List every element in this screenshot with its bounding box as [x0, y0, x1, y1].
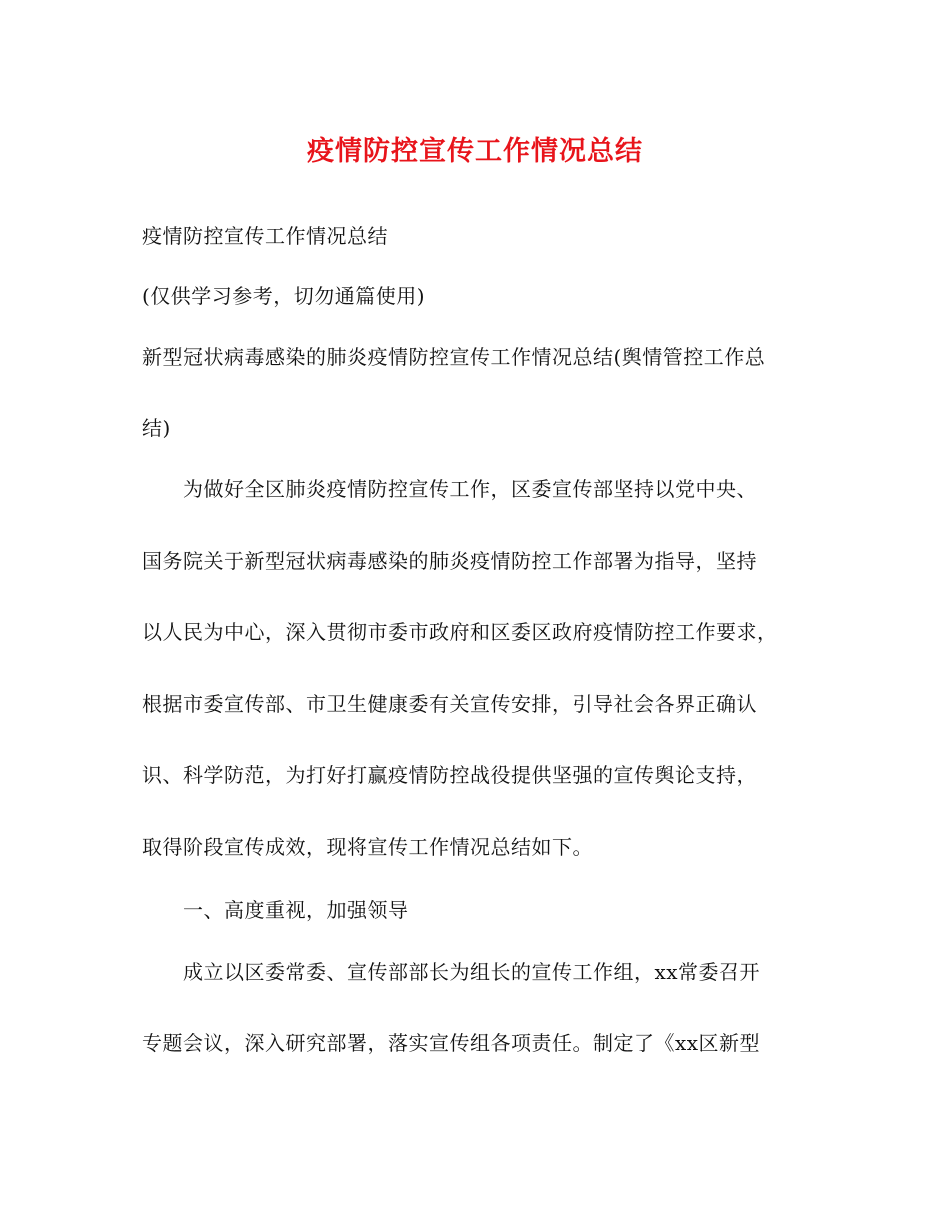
paragraph-line: 国务院关于新型冠状病毒感染的肺炎疫情防控工作部署为指导，坚持 — [142, 549, 757, 573]
paragraph-line: 识、科学防范，为打好打赢疫情防控战役提供坚强的宣传舆论支持， — [142, 763, 757, 787]
section-heading: 一、高度重视，加强领导 — [183, 898, 409, 922]
paragraph-line: 以人民为中心，深入贯彻市委市政府和区委区政府疫情防控工作要求， — [142, 620, 778, 644]
heading-line-1: 新型冠状病毒感染的肺炎疫情防控宣传工作情况总结(舆情管控工作总 — [142, 345, 766, 369]
disclaimer-line: (仅供学习参考，切勿通篇使用) — [142, 284, 426, 308]
paragraph-line: 为做好全区肺炎疫情防控宣传工作，区委宣传部坚持以党中央、 — [183, 477, 757, 501]
paragraph-line: 成立以区委常委、宣传部部长为组长的宣传工作组，xx常委召开 — [183, 960, 761, 984]
paragraph-line: 根据市委宣传部、市卫生健康委有关宣传安排，引导社会各界正确认 — [142, 692, 757, 716]
paragraph-line: 专题会议，深入研究部署，落实宣传组各项责任。制定了《xx区新型 — [142, 1031, 761, 1055]
heading-line-2: 结) — [142, 416, 171, 440]
paragraph-line: 取得阶段宣传成效，现将宣传工作情况总结如下。 — [142, 835, 593, 859]
document-title: 疫情防控宣传工作情况总结 — [307, 136, 643, 167]
subtitle-line: 疫情防控宣传工作情况总结 — [142, 224, 388, 248]
